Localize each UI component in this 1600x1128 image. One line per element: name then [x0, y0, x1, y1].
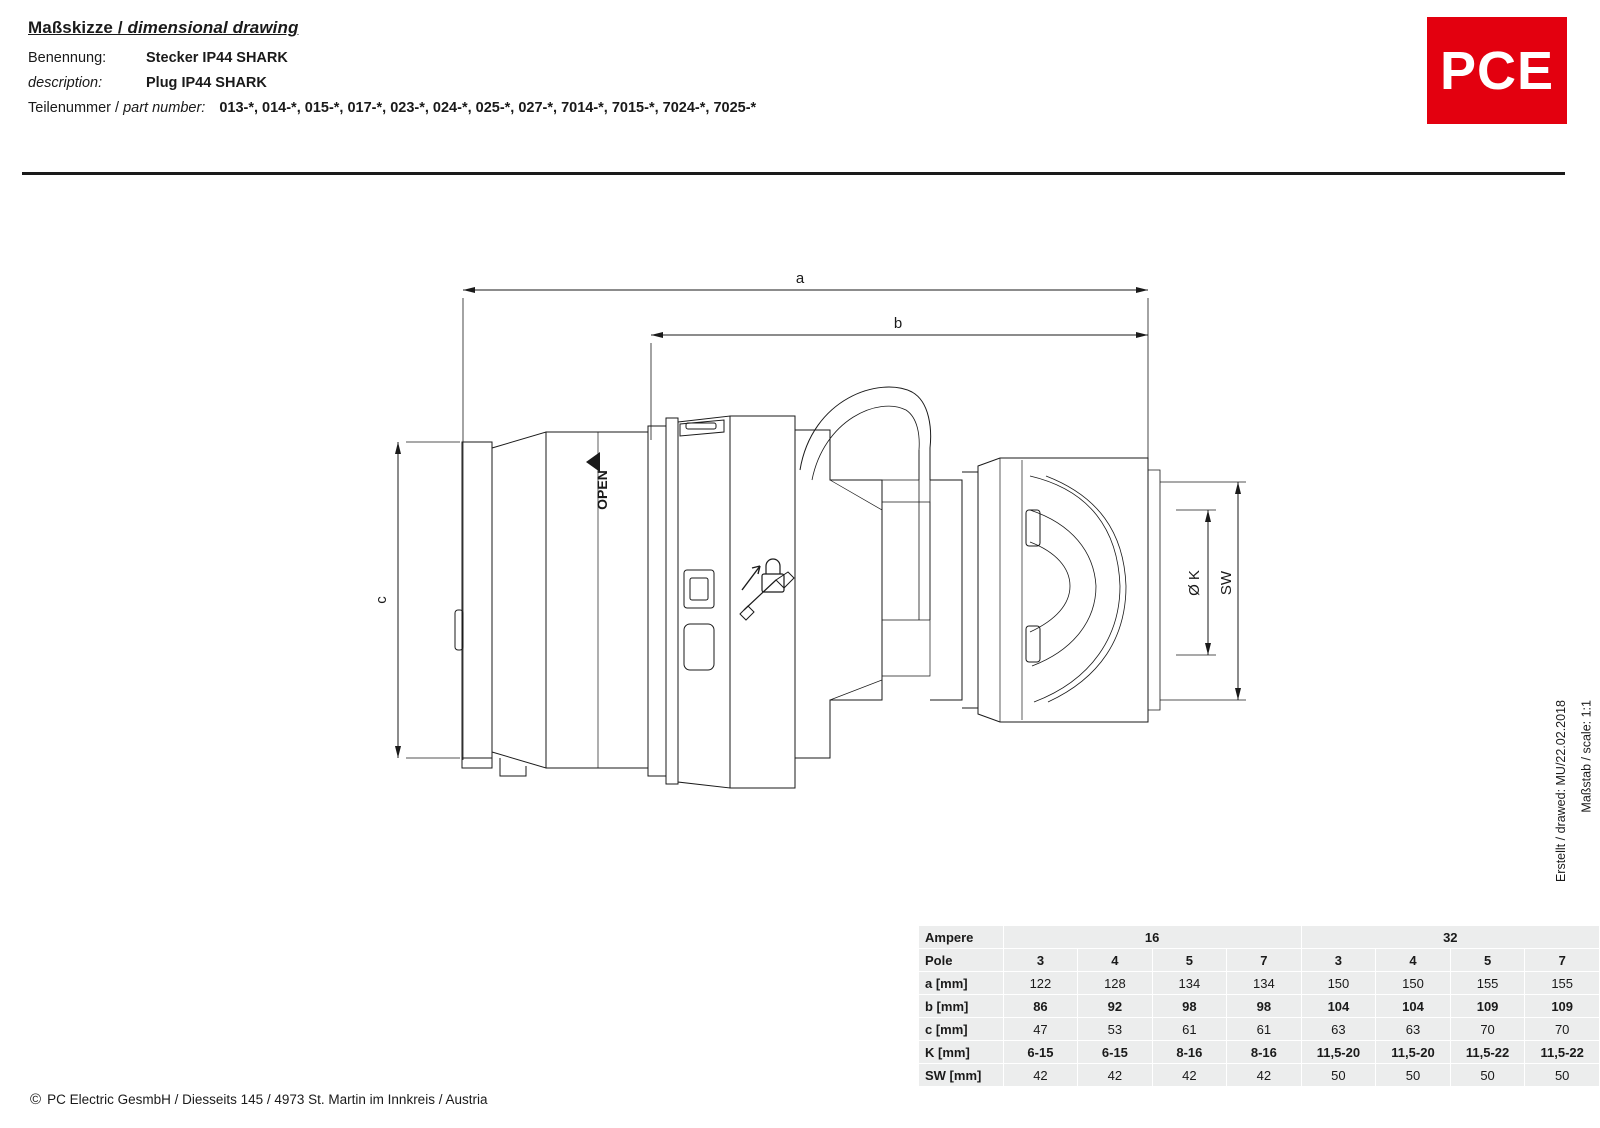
table-cell: 104	[1301, 995, 1376, 1018]
table-cell: 42	[1078, 1064, 1152, 1087]
table-cell: 63	[1376, 1018, 1451, 1041]
table-cell: 50	[1376, 1064, 1451, 1087]
table-cell: 8-16	[1152, 1041, 1226, 1064]
table-cell: 109	[1450, 995, 1525, 1018]
table-row	[919, 995, 1600, 1018]
pole-cell: 5	[1450, 949, 1525, 972]
table-cell: 61	[1227, 1018, 1301, 1041]
table-cell: 150	[1376, 972, 1451, 995]
table-cell: 98	[1152, 995, 1226, 1018]
table-cell: 8-16	[1227, 1041, 1301, 1064]
table-row	[919, 1041, 1600, 1064]
partnumber-label-en: part number:	[123, 100, 206, 116]
footer	[30, 1091, 487, 1108]
table-cell: 11,5-20	[1301, 1041, 1376, 1064]
dimensional-drawing	[0, 180, 1600, 860]
pole-cell: 3	[1003, 949, 1077, 972]
table-cell: 128	[1078, 972, 1152, 995]
ampere-group-32: 32	[1301, 926, 1599, 949]
table-cell: 109	[1525, 995, 1600, 1018]
dimension-label-b: b	[893, 315, 903, 332]
table-row-pole	[919, 949, 1600, 972]
table-cell: 6-15	[1003, 1041, 1077, 1064]
table-cell: 155	[1450, 972, 1525, 995]
pole-cell: 7	[1227, 949, 1301, 972]
table-cell: 86	[1003, 995, 1077, 1018]
benennung-label: Benennung:	[28, 50, 107, 66]
pole-cell: 4	[1376, 949, 1451, 972]
page-title-separator: /	[113, 18, 128, 37]
table-cell: 70	[1450, 1018, 1525, 1041]
table-cell: 53	[1078, 1018, 1152, 1041]
table-row	[919, 1064, 1600, 1087]
header-divider	[22, 172, 1565, 175]
table-cell: 98	[1227, 995, 1301, 1018]
copyright-icon: ©	[30, 1091, 42, 1108]
header-row-benennung	[28, 50, 1408, 66]
table-cell: 122	[1003, 972, 1077, 995]
pole-cell: 4	[1078, 949, 1152, 972]
page-title-de: Maßskizze	[28, 18, 113, 37]
table-cell: 42	[1003, 1064, 1077, 1087]
table-cell: 63	[1301, 1018, 1376, 1041]
page-title	[28, 18, 1408, 38]
scale-note: Maßstab / scale: 1:1	[1580, 700, 1594, 813]
pce-logo-text: PCE	[1439, 40, 1555, 101]
dimension-label-sw: SW	[1218, 570, 1235, 596]
pce-logo	[1427, 17, 1567, 124]
table-row-ampere	[919, 926, 1600, 949]
table-cell: 104	[1376, 995, 1451, 1018]
plug-drawing-svg	[0, 180, 1600, 860]
partnumber-label-de: Teilenummer	[28, 100, 111, 116]
row-label-k: K [mm]	[919, 1041, 1004, 1064]
open-label: OPEN	[594, 470, 610, 510]
table-cell: 50	[1450, 1064, 1525, 1087]
pole-cell: 7	[1525, 949, 1600, 972]
benennung-value: Stecker IP44 SHARK	[146, 50, 288, 66]
table-cell: 42	[1152, 1064, 1226, 1087]
table-cell: 11,5-20	[1376, 1041, 1451, 1064]
dimensions-table	[918, 925, 1600, 1087]
dimension-label-c: c	[373, 596, 390, 604]
partnumber-label-separator: /	[111, 100, 124, 116]
table-cell: 47	[1003, 1018, 1077, 1041]
ampere-group-16: 16	[1003, 926, 1301, 949]
header-row-partnumber	[28, 100, 1408, 116]
table-cell: 11,5-22	[1450, 1041, 1525, 1064]
page-title-en: dimensional drawing	[127, 18, 299, 37]
partnumber-value: 013-*, 014-*, 015-*, 017-*, 023-*, 024-*, 025-*, 027-*, 7014-*, 7015-*, 7024-*, 7025-*	[219, 100, 757, 116]
table-row	[919, 1018, 1600, 1041]
header-row-description	[28, 75, 1408, 91]
footer-text: PC Electric GesmbH / Diesseits 145 / 4973 St. Martin im Innkreis / Austria	[47, 1092, 488, 1107]
table-cell: 50	[1301, 1064, 1376, 1087]
table-cell: 150	[1301, 972, 1376, 995]
document-header	[28, 18, 1408, 125]
description-label: description:	[28, 75, 103, 91]
row-label-c: c [mm]	[919, 1018, 1004, 1041]
row-label-b: b [mm]	[919, 995, 1004, 1018]
drawn-by-note: Erstellt / drawed: MU/22.02.2018	[1554, 700, 1568, 883]
partnumber-label	[28, 100, 205, 116]
pole-cell: 5	[1152, 949, 1226, 972]
dimensions-table-wrapper	[918, 925, 1600, 1087]
dimension-label-k: Ø K	[1186, 570, 1203, 596]
table-cell: 70	[1525, 1018, 1600, 1041]
table-cell: 92	[1078, 995, 1152, 1018]
row-label-a: a [mm]	[919, 972, 1004, 995]
row-label-pole: Pole	[919, 949, 1004, 972]
table-cell: 42	[1227, 1064, 1301, 1087]
table-row	[919, 972, 1600, 995]
pole-cell: 3	[1301, 949, 1376, 972]
description-value: Plug IP44 SHARK	[146, 75, 267, 91]
table-cell: 155	[1525, 972, 1600, 995]
table-cell: 11,5-22	[1525, 1041, 1600, 1064]
row-label-sw: SW [mm]	[919, 1064, 1004, 1087]
table-cell: 50	[1525, 1064, 1600, 1087]
row-label-ampere: Ampere	[919, 926, 1004, 949]
dimension-label-a: a	[795, 270, 805, 287]
table-cell: 6-15	[1078, 1041, 1152, 1064]
table-cell: 134	[1152, 972, 1226, 995]
table-cell: 61	[1152, 1018, 1226, 1041]
table-cell: 134	[1227, 972, 1301, 995]
